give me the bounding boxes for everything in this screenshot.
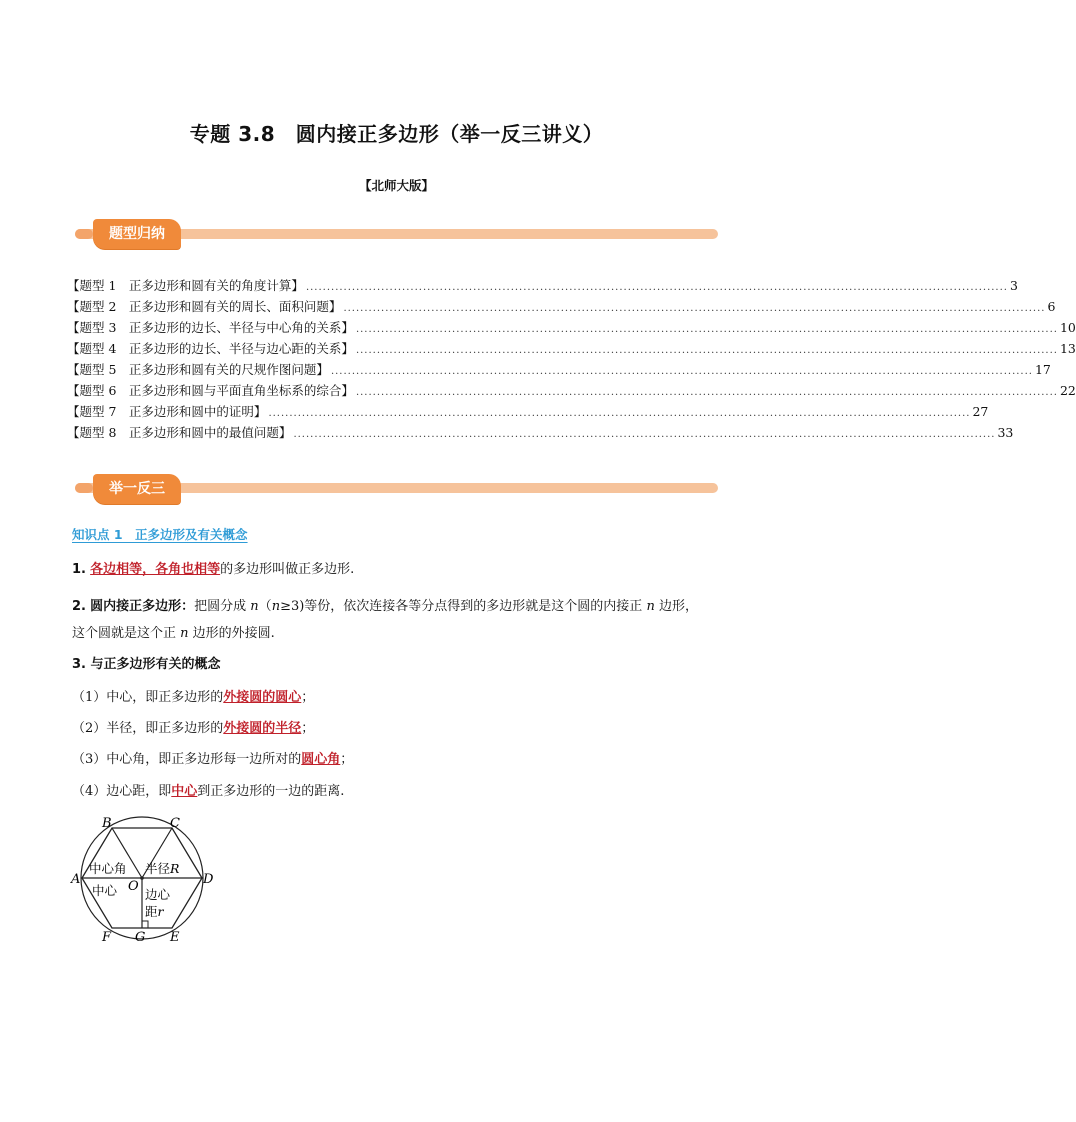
point-label-a: A — [71, 872, 81, 887]
page-title: 专题 3.8 圆内接正多边形（举一反三讲义） — [189, 122, 604, 146]
toc-item[interactable]: 【题型 6 正多边形和圆与平面直角坐标系的综合】 ........................................................................................................................................................................ 22 — [67, 383, 1076, 398]
knowledge-point-title: 知识点 1 正多边形及有关概念 — [72, 527, 248, 542]
radius-label: 半径R — [145, 861, 180, 876]
table-of-contents — [67, 276, 1076, 444]
point-label-e: E — [170, 930, 180, 945]
right-angle-mark — [142, 921, 148, 928]
definition-paragraph-2: 2. 圆内接正多边形：把圆分成 n（n≥3)等份，依次连接各等分点得到的多边形就是这个圆的内接正 n 边形， 这个圆就是这个正 n 边形的外接圆. — [72, 599, 698, 641]
point-label-o: O — [128, 879, 139, 894]
center-angle-label: 中心角 — [89, 861, 127, 876]
concept-item: （4）边心距，即中心到正多边形的一边的距离. — [72, 784, 345, 799]
concept-item: （2）半径，即正多边形的外接圆的半径； — [72, 721, 315, 736]
center-label: 中心 — [92, 883, 118, 898]
point-label-c: C — [170, 816, 180, 831]
point-label-b: B — [102, 816, 112, 831]
toc-item[interactable]: 【题型 1 正多边形和圆有关的角度计算】 ........................................................................................................................................................................ 3 — [67, 278, 1018, 293]
toc-item[interactable]: 【题型 2 正多边形和圆有关的周长、面积问题】 ........................................................................................................................................................................ 6 — [67, 299, 1056, 314]
section-tag-summary: 题型归纳 — [93, 219, 181, 249]
section-tag-practice: 举一反三 — [93, 474, 181, 504]
point-label-f: F — [102, 930, 112, 945]
edition-label: 【北师大版】 — [358, 178, 434, 193]
toc-item[interactable]: 【题型 7 正多边形和圆中的证明】 ........................................................................................................................................................................ 27 — [67, 404, 989, 419]
point-label-g: G — [135, 930, 146, 945]
toc-item[interactable]: 【题型 4 正多边形的边长、半径与边心距的关系】 ........................................................................................................................................................................ 13 — [67, 341, 1076, 356]
apothem-label-2: 距r — [145, 904, 164, 919]
definition-paragraph-1: 1. 各边相等，各角也相等的多边形叫做正多边形. — [72, 562, 355, 577]
concepts-heading: 3. 与正多边形有关的概念 — [72, 657, 221, 672]
concept-item: （1）中心，即正多边形的外接圆的圆心； — [72, 690, 315, 705]
point-label-d: D — [203, 872, 214, 887]
hexagon-circle-diagram — [65, 815, 225, 950]
toc-item[interactable]: 【题型 5 正多边形和圆有关的尺规作图问题】 ........................................................................................................................................................................ 17 — [67, 362, 1051, 377]
concept-item: （3）中心角，即正多边形每一边所对的圆心角； — [72, 752, 354, 767]
center-point — [140, 876, 144, 880]
toc-item[interactable]: 【题型 3 正多边形的边长、半径与中心角的关系】 ........................................................................................................................................................................ 10 — [67, 320, 1076, 335]
apothem-label: 边心 — [145, 887, 171, 902]
toc-item[interactable]: 【题型 8 正多边形和圆中的最值问题】 ........................................................................................................................................................................ 33 — [67, 425, 1014, 440]
